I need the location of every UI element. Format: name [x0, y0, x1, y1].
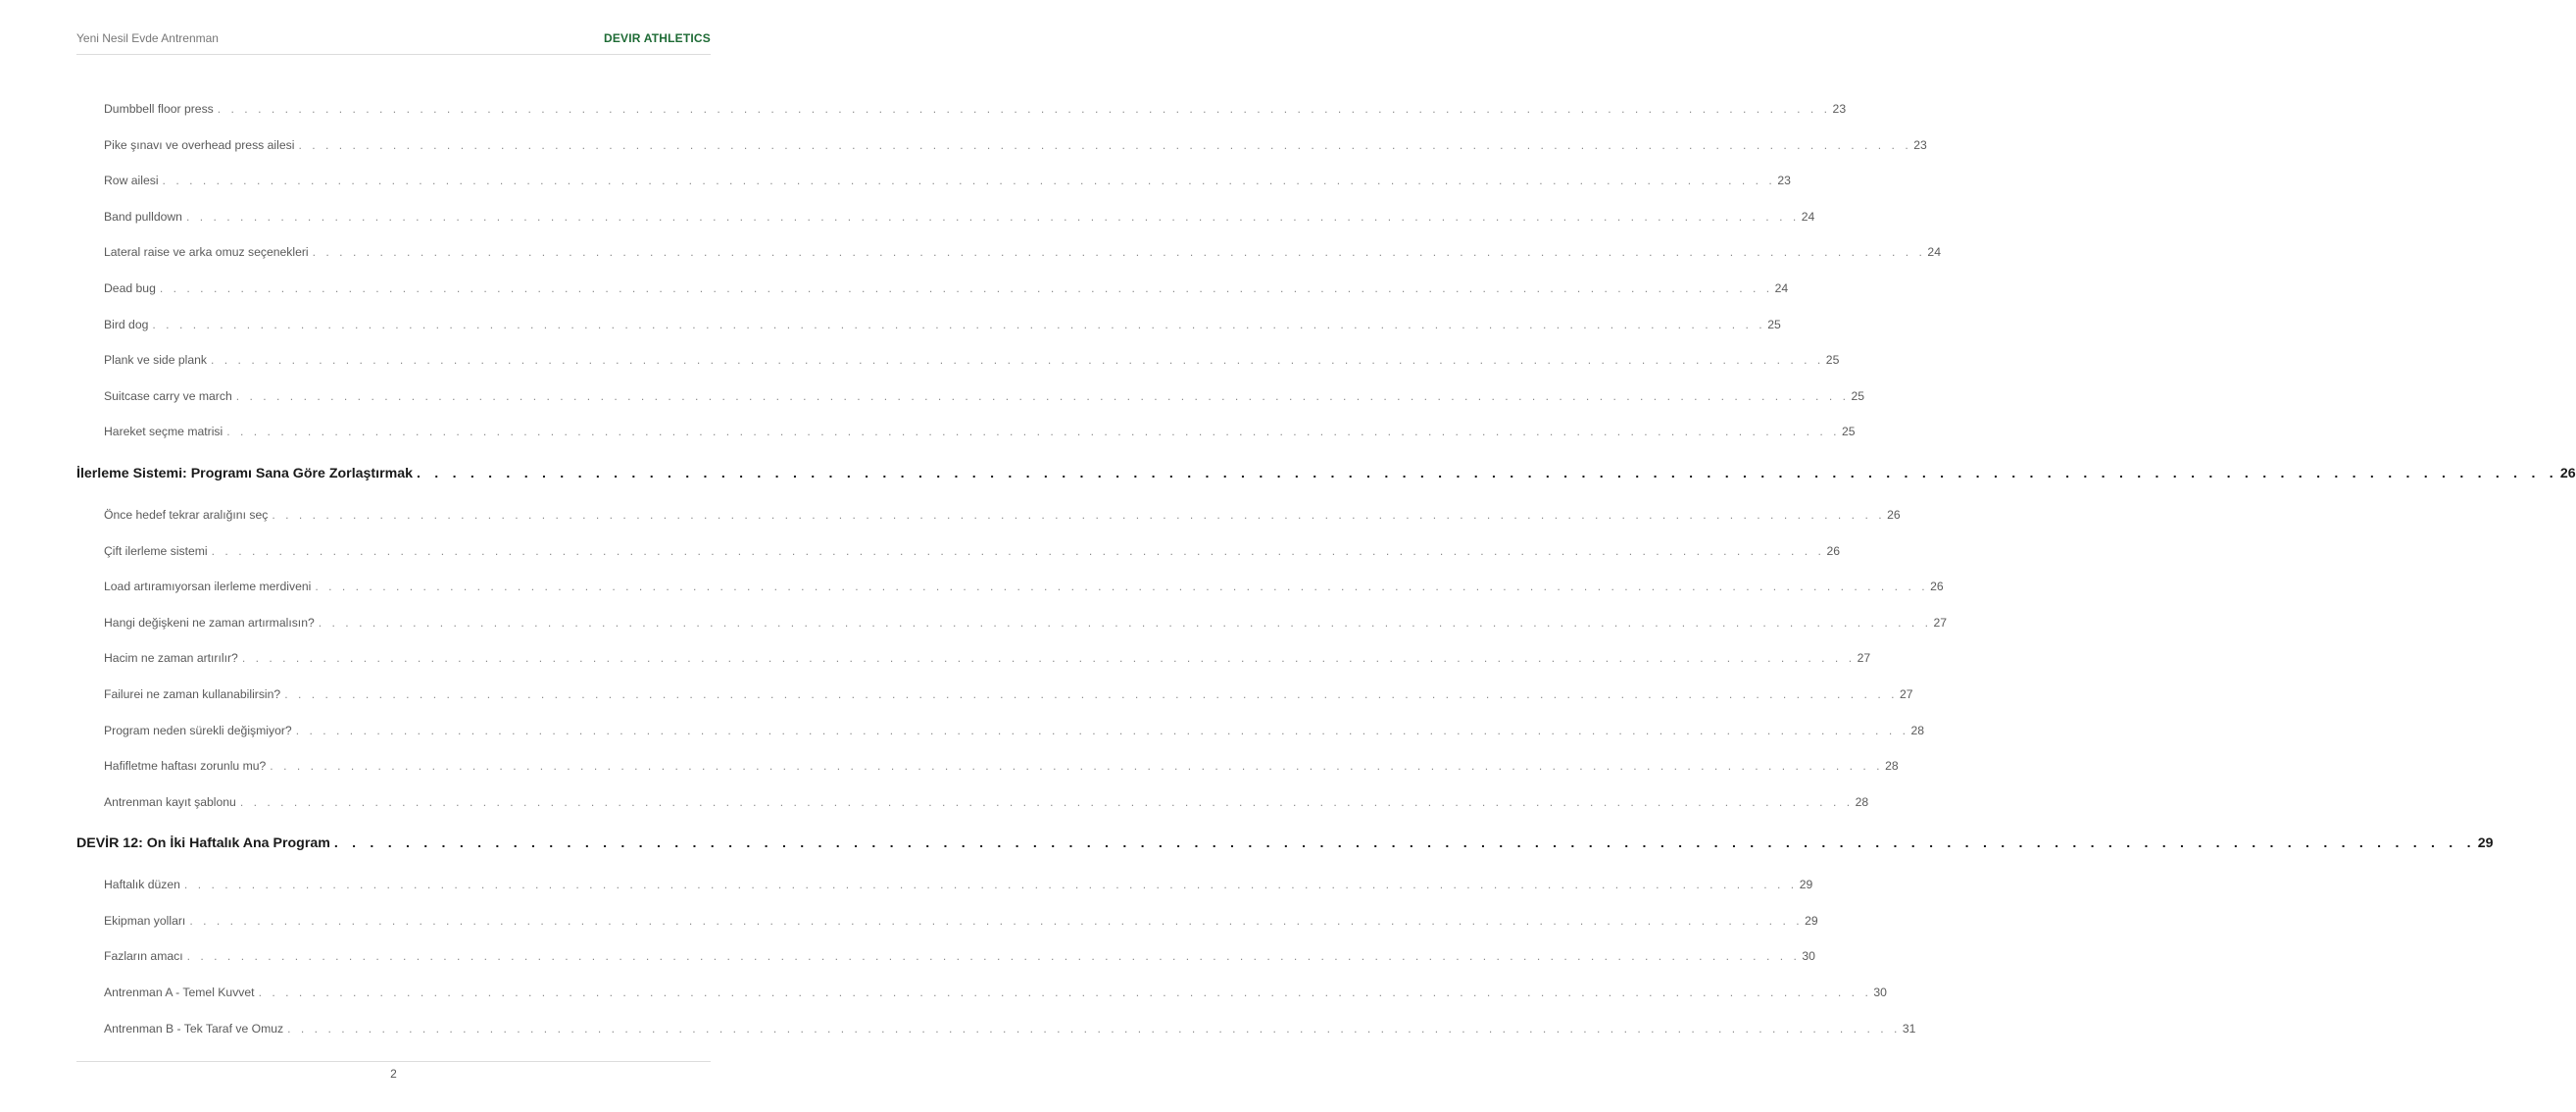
toc-entry-page: 25 [1767, 317, 1781, 331]
toc-entry[interactable] [76, 903, 1818, 939]
toc-entry-title: Antrenman kayıt şablonu [104, 794, 236, 809]
dot-leader: . . . . . . . . . . . . . . . . . . . . . . . . . . . . . . . . . . . . . . . . . . . . . . . . . . . . . . . . . . . . . . . . . . . . . . . . . . . . . . . . . . . . . . . . . . . . . . . . . . . . . . . . . . . . . . . . . . . . . . . . [152, 317, 1766, 331]
toc-entry-title: Önce hedef tekrar aralığını seç [104, 507, 269, 522]
toc-entry-title: Fazların amacı [104, 949, 183, 964]
toc-entry[interactable] [76, 677, 1913, 713]
toc-entry-page: 27 [1933, 615, 1948, 630]
toc-entry-page: 23 [1913, 137, 1927, 152]
dot-leader: . . . . . . . . . . . . . . . . . . . . . . . . . . . . . . . . . . . . . . . . . . . . . . . . . . . . . . . . . . . . . . . . . . . . . . . . . . . . . . . . . . . . . . . . . . . . . . . . . . . . . . . . . . . . . . . . . . . . . . . . [270, 759, 1884, 774]
toc-entry[interactable] [76, 199, 1815, 235]
toc-entry[interactable] [76, 533, 1840, 570]
toc-entry-page: 26 [1826, 543, 1840, 558]
toc-entry-title: Band pulldown [104, 209, 182, 224]
dot-leader: . . . . . . . . . . . . . . . . . . . . . . . . . . . . . . . . . . . . . . . . . . . . . . . . . . . . . . . . . . . . . . . . . . . . . . . . . . . . . . . . . . . . . . . . . . . . . . . . . . . . . . . . . . . . . . . . . . . . . . . . [183, 878, 1798, 892]
page-number: 2 [390, 1067, 397, 1081]
dot-leader: . . . . . . . . . . . . . . . . . . . . . . . . . . . . . . . . . . . . . . . . . . . . . . . . . . . . . . . . . . . . . . . . . . . . . . . . . . . . . . . . . . . . . . . . . . . . . . . . . . . . . . . . . . . . . . . . . . . . . . . . [211, 353, 1824, 368]
toc-entry-title: Ekipman yolları [104, 913, 186, 928]
toc-entry-page: 26 [1887, 507, 1901, 522]
toc-entry-title: İlerleme Sistemi: Programı Sana Göre Zorlaştırmak [76, 465, 414, 481]
dot-leader: . . . . . . . . . . . . . . . . . . . . . . . . . . . . . . . . . . . . . . . . . . . . . . . . . . . . . . . . . . . . . . . . . . . . . . . . . . . . . . . . . . . . . . . . . . . . . . . . . . . . . . . . . . . . . . . . . . . . . . . . [272, 507, 1886, 522]
dot-leader: . . . . . . . . . . . . . . . . . . . . . . . . . . . . . . . . . . . . . . . . . . . . . . . . . . . . . . . . . . . . . . . . . . . . . . . . . . . . . . . . . . . . . . . . . . . . . . . . . . . . . . . . . . . . . . . . . . . . . . . . [318, 615, 1932, 630]
toc-entry-page: 30 [1873, 986, 1887, 1000]
toc-entry-title: Haftalık düzen [104, 878, 180, 892]
toc-entry[interactable] [76, 748, 1899, 784]
toc-entry-title: Plank ve side plank [104, 353, 208, 368]
brand-name: DEVIR ATHLETICS [603, 31, 711, 45]
toc-entry-title: Dead bug [104, 280, 156, 295]
dot-leader: . . . . . . . . . . . . . . . . . . . . . . . . . . . . . . . . . . . . . . . . . . . . . . . . . . . . . . . . . . . . . . . . . . . . . . . . . . . . . . . . . . . . . . . . . . . . . . . . . . . . . . . . . . . . . . . . . . . . . . . . [186, 949, 1801, 964]
toc-entry-page: 23 [1777, 174, 1791, 188]
toc-entry-title: Suitcase carry ve march [104, 388, 232, 403]
dot-leader: . . . . . . . . . . . . . . . . . . . . . . . . . . . . . . . . . . . . . . . . . . . . . . . . . . . . . . . . . . . . . . . . . . . . . . . . . . . . . . . . . . . . . . . . . . . . . . . . . . . . . . . . . . . . . . . . . . . . . . . . [211, 543, 1825, 558]
toc-entry-page: 28 [1910, 723, 1925, 737]
dot-leader: . . . . . . . . . . . . . . . . . . . . . . . . . . . . . . . . . . . . . . . . . . . . . . . . . . . . . . . . . . . . . . . . . . . . . . . . . . . . . . . . . . . . . . . . . . . . . . . . . . . . . . . . . . . . . . . . . . . . . . . . [235, 388, 1850, 403]
toc-entry-page: 24 [1927, 245, 1941, 260]
toc-entry-title: Failurei ne zaman kullanabilirsin? [104, 686, 281, 701]
toc-entry-title: Program neden sürekli değişmiyor? [104, 723, 292, 737]
toc-entry-page: 25 [1851, 388, 1865, 403]
toc-entry[interactable] [76, 342, 1840, 379]
toc-entry-page: 28 [1855, 794, 1869, 809]
toc-entry[interactable] [76, 640, 1871, 677]
toc-entry-title: Bird dog [104, 317, 149, 331]
dot-leader: . . . . . . . . . . . . . . . . . . . . . . . . . . . . . . . . . . . . . . . . . . . . . . . . . . . . . . . . . . . . . . . . . . . . . . . . . . . . . . . . . . . . . . . . . . . . . . . . . . . . . . . . . . . . . . . . . . . . . . . . [217, 102, 1831, 116]
dot-leader: . . . . . . . . . . . . . . . . . . . . . . . . . . . . . . . . . . . . . . . . . . . . . . . . . . . . . . . . . . . . . . . . . . . . . . . . . . . . . . . . . . . . . . . . . . . . . . . . . . . . . . . . . . . . . . . . . . . . . . . . [333, 835, 2476, 852]
toc-entry[interactable] [76, 867, 1813, 903]
dot-leader: . . . . . . . . . . . . . . . . . . . . . . . . . . . . . . . . . . . . . . . . . . . . . . . . . . . . . . . . . . . . . . . . . . . . . . . . . . . . . . . . . . . . . . . . . . . . . . . . . . . . . . . . . . . . . . . . . . . . . . . . [258, 986, 1872, 1000]
dot-leader: . . . . . . . . . . . . . . . . . . . . . . . . . . . . . . . . . . . . . . . . . . . . . . . . . . . . . . . . . . . . . . . . . . . . . . . . . . . . . . . . . . . . . . . . . . . . . . . . . . . . . . . . . . . . . . . . . . . . . . . . [284, 686, 1898, 701]
toc-entry-page: 27 [1857, 651, 1871, 666]
toc-entry-page: 28 [1885, 759, 1899, 774]
page-header [76, 25, 711, 55]
table-of-contents [76, 91, 2576, 1046]
toc-entry-page: 27 [1899, 686, 1913, 701]
toc-entry[interactable] [76, 271, 1789, 307]
toc-entry-page: 23 [1832, 102, 1847, 116]
dot-leader: . . . . . . . . . . . . . . . . . . . . . . . . . . . . . . . . . . . . . . . . . . . . . . . . . . . . . . . . . . . . . . . . . . . . . . . . . . . . . . . . . . . . . . . . . . . . . . . . . . . . . . . . . . . . . . . . . . . . . . . . [287, 1021, 1901, 1036]
toc-entry-title: Load artıramıyorsan ilerleme merdiveni [104, 580, 312, 594]
dot-leader: . . . . . . . . . . . . . . . . . . . . . . . . . . . . . . . . . . . . . . . . . . . . . . . . . . . . . . . . . . . . . . . . . . . . . . . . . . . . . . . . . . . . . . . . . . . . . . . . . . . . . . . . . . . . . . . . . . . . . . . . [239, 794, 1854, 809]
toc-entry-title: DEVİR 12: On İki Haftalık Ana Program [76, 835, 330, 852]
toc-entry-title: Lateral raise ve arka omuz seçenekleri [104, 245, 309, 260]
dot-leader: . . . . . . . . . . . . . . . . . . . . . . . . . . . . . . . . . . . . . . . . . . . . . . . . . . . . . . . . . . . . . . . . . . . . . . . . . . . . . . . . . . . . . . . . . . . . . . . . . . . . . . . . . . . . . . . . . . . . . . . . [315, 580, 1929, 594]
toc-entry-page: 29 [2477, 835, 2494, 852]
dot-leader: . . . . . . . . . . . . . . . . . . . . . . . . . . . . . . . . . . . . . . . . . . . . . . . . . . . . . . . . . . . . . . . . . . . . . . . . . . . . . . . . . . . . . . . . . . . . . . . . . . . . . . . . . . . . . . . . . . . . . . . . [312, 245, 1926, 260]
toc-entry[interactable] [76, 379, 1865, 415]
toc-entry-title: Hacim ne zaman artırılır? [104, 651, 238, 666]
dot-leader: . . . . . . . . . . . . . . . . . . . . . . . . . . . . . . . . . . . . . . . . . . . . . . . . . . . . . . . . . . . . . . . . . . . . . . . . . . . . . . . . . . . . . . . . . . . . . . . . . . . . . . . . . . . . . . . . . . . . . . . . [298, 137, 1912, 152]
toc-entry-page: 25 [1842, 425, 1856, 439]
toc-entry-page: 29 [1799, 878, 1813, 892]
toc-entry-page: 26 [2559, 465, 2576, 481]
toc-entry-page: 26 [1930, 580, 1944, 594]
toc-entry-page: 30 [1802, 949, 1815, 964]
toc-entry[interactable] [76, 91, 1847, 127]
toc-entry[interactable] [76, 307, 1781, 343]
toc-entry[interactable] [76, 127, 1927, 164]
dot-leader: . . . . . . . . . . . . . . . . . . . . . . . . . . . . . . . . . . . . . . . . . . . . . . . . . . . . . . . . . . . . . . . . . . . . . . . . . . . . . . . . . . . . . . . . . . . . . . . . . . . . . . . . . . . . . . . . . . . . . . . . [159, 280, 1773, 295]
toc-entry[interactable] [76, 163, 1791, 199]
toc-section-entry[interactable] [76, 452, 2576, 495]
toc-entry-page: 24 [1774, 280, 1789, 295]
toc-entry[interactable] [76, 234, 1941, 271]
toc-entry-page: 31 [1902, 1021, 1916, 1036]
dot-leader: . . . . . . . . . . . . . . . . . . . . . . . . . . . . . . . . . . . . . . . . . . . . . . . . . . . . . . . . . . . . . . . . . . . . . . . . . . . . . . . . . . . . . . . . . . . . . . . . . . . . . . . . . . . . . . . . . . . . . . . . [162, 174, 1776, 188]
toc-entry-title: Antrenman B - Tek Taraf ve Omuz [104, 1021, 284, 1036]
toc-section-entry[interactable] [76, 822, 2494, 865]
toc-entry[interactable] [76, 784, 1869, 821]
dot-leader: . . . . . . . . . . . . . . . . . . . . . . . . . . . . . . . . . . . . . . . . . . . . . . . . . . . . . . . . . . . . . . . . . . . . . . . . . . . . . . . . . . . . . . . . . . . . . . . . . . . . . . . . . . . . . . . . . . . . . . . . [295, 723, 1909, 737]
dot-leader: . . . . . . . . . . . . . . . . . . . . . . . . . . . . . . . . . . . . . . . . . . . . . . . . . . . . . . . . . . . . . . . . . . . . . . . . . . . . . . . . . . . . . . . . . . . . . . . . . . . . . . . . . . . . . . . . . . . . . . . . [226, 425, 1841, 439]
dot-leader: . . . . . . . . . . . . . . . . . . . . . . . . . . . . . . . . . . . . . . . . . . . . . . . . . . . . . . . . . . . . . . . . . . . . . . . . . . . . . . . . . . . . . . . . . . . . . . . . . . . . . . . . . . . . . . . . . . . . . . . . [241, 651, 1856, 666]
dot-leader: . . . . . . . . . . . . . . . . . . . . . . . . . . . . . . . . . . . . . . . . . . . . . . . . . . . . . . . . . . . . . . . . . . . . . . . . . . . . . . . . . . . . . . . . . . . . . . . . . . . . . . . . . . . . . . . . . . . . . . . . [189, 913, 1804, 928]
toc-entry-title: Hafifletme haftası zorunlu mu? [104, 759, 267, 774]
toc-entry[interactable] [76, 1011, 1916, 1047]
toc-entry-title: Antrenman A - Temel Kuvvet [104, 986, 255, 1000]
toc-entry[interactable] [76, 605, 1948, 641]
toc-entry-title: Pike şınavı ve overhead press ailesi [104, 137, 295, 152]
toc-entry-title: Dumbbell floor press [104, 102, 214, 116]
toc-entry[interactable] [76, 713, 1925, 749]
toc-entry[interactable] [76, 497, 1901, 533]
toc-entry-page: 29 [1805, 913, 1818, 928]
toc-entry-page: 25 [1825, 353, 1840, 368]
toc-entry[interactable] [76, 414, 1856, 450]
toc-entry[interactable] [76, 569, 1944, 605]
toc-entry-page: 24 [1801, 209, 1815, 224]
toc-entry-title: Hareket seçme matrisi [104, 425, 223, 439]
toc-entry-title: Hangi değişkeni ne zaman artırmalısın? [104, 615, 315, 630]
document-title: Yeni Nesil Evde Antrenman [76, 31, 219, 45]
toc-entry-title: Row ailesi [104, 174, 159, 188]
toc-entry-title: Çift ilerleme sistemi [104, 543, 208, 558]
toc-entry[interactable] [76, 975, 1887, 1011]
dot-leader: . . . . . . . . . . . . . . . . . . . . . . . . . . . . . . . . . . . . . . . . . . . . . . . . . . . . . . . . . . . . . . . . . . . . . . . . . . . . . . . . . . . . . . . . . . . . . . . . . . . . . . . . . . . . . . . . . . . . . . . . [417, 465, 2558, 481]
dot-leader: . . . . . . . . . . . . . . . . . . . . . . . . . . . . . . . . . . . . . . . . . . . . . . . . . . . . . . . . . . . . . . . . . . . . . . . . . . . . . . . . . . . . . . . . . . . . . . . . . . . . . . . . . . . . . . . . . . . . . . . . [185, 209, 1800, 224]
page-footer [76, 1061, 711, 1081]
toc-entry[interactable] [76, 938, 1815, 975]
